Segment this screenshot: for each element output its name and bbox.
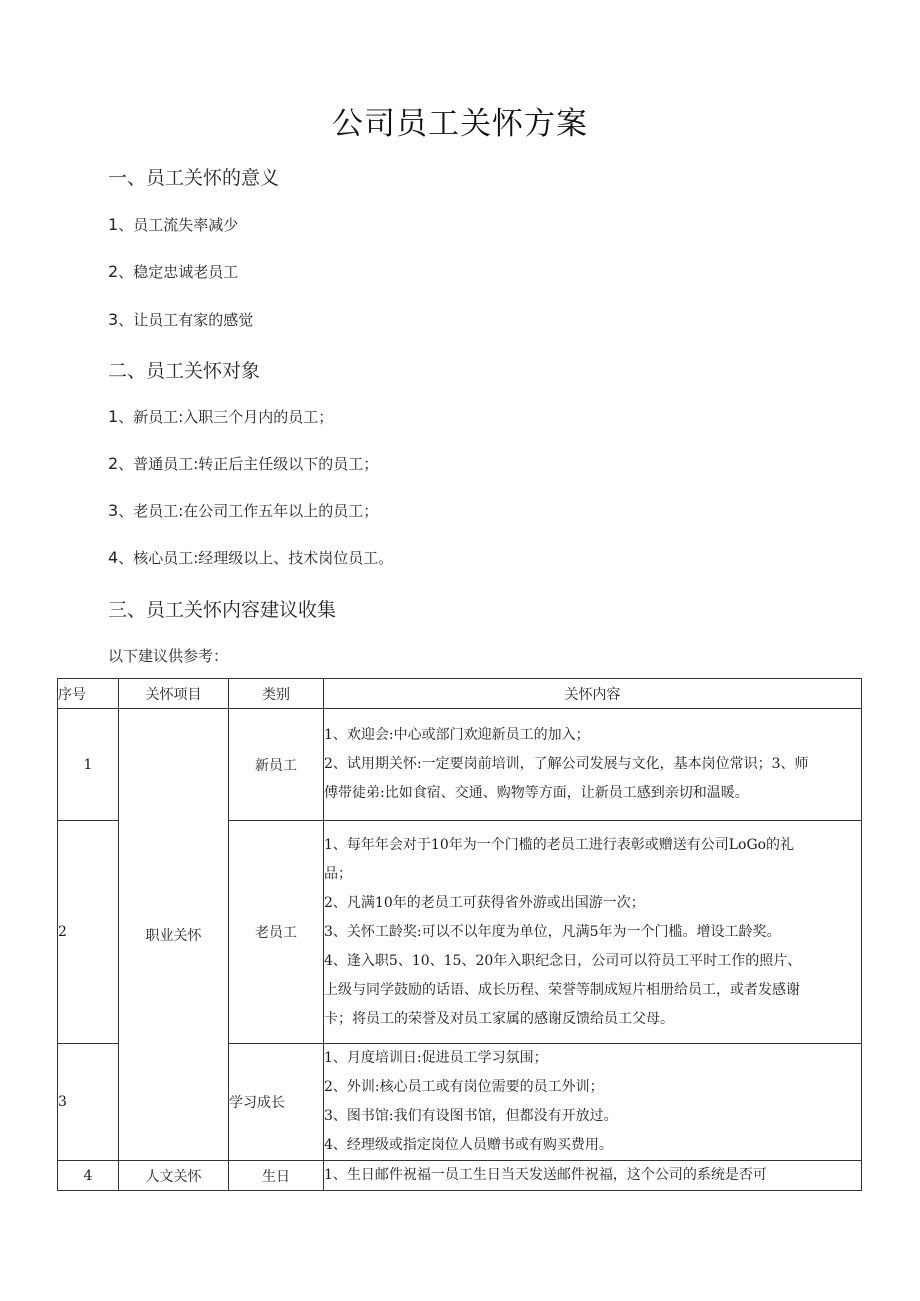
cell-content (324, 709, 862, 821)
list-item (108, 261, 238, 282)
cell-no: 4 (58, 1161, 119, 1191)
content-line: 傅带徒弟:比如食宿、交通、购物等方面，让新员工感到亲切和温暖。 (324, 785, 749, 801)
list-item-number: 2 (108, 454, 119, 473)
content-line: 2、试用期关怀:一定要岗前培训，了解公司发展与文化，基本岗位常识；3、师 (324, 756, 809, 772)
list-item-number: 3 (108, 501, 119, 520)
cell-project-merged: 职业关怀 (119, 709, 229, 1161)
content-line: 3、关怀工龄奖:可以不以年度为单位，凡满5年为一个门槛。增设工龄奖。 (324, 923, 781, 940)
list-item (108, 500, 378, 521)
list-item-text: 、员工流失率减少 (118, 216, 239, 234)
content-line: 4、逢入职5、10、15、20年入职纪念日，公司可以符员工平时工作的照片、 (324, 952, 802, 969)
list-item-text: 、让员工有家的感觉 (118, 311, 254, 329)
care-content-table (57, 678, 862, 1191)
cell-project: 人文关怀 (119, 1161, 229, 1191)
cell-no: 2 (58, 821, 119, 1044)
list-item (108, 453, 378, 474)
section-heading-targets: 二、员工关怀对象 (108, 360, 261, 382)
content-line: 1、欢迎会:中心或部门欢迎新员工的加入； (324, 727, 590, 743)
list-item-number: 2 (108, 262, 119, 281)
content-line: 1、生日邮件祝福一员工生日当天发送邮件祝福，这个公司的系统是否可 (324, 1167, 767, 1183)
cell-category: 生日 (229, 1161, 324, 1191)
cell-category: 学习成长 (229, 1044, 324, 1161)
content-line: 品； (324, 865, 352, 882)
content-line: 3、图书馆:我们有设图书馆，但都没有开放过。 (324, 1108, 618, 1124)
list-item-text: 、老员工:在公司工作五年以上的员工； (118, 502, 379, 520)
cell-category: 新员工 (229, 709, 324, 821)
cell-no: 1 (58, 709, 119, 821)
content-line: 4、经理级或指定岗位人员赠书或有购买费用。 (324, 1137, 613, 1153)
list-item-number: 4 (108, 548, 119, 567)
content-line: 2、凡满10年的老员工可获得省外游或出国游一次； (324, 894, 645, 911)
list-item (108, 309, 253, 330)
cell-content (324, 1161, 862, 1191)
cell-content (324, 821, 862, 1044)
table-header-row (58, 679, 862, 709)
page-title: 公司员工关怀方案 (332, 106, 588, 142)
list-item-text: 、稳定忠诚老员工 (118, 263, 239, 281)
list-item (108, 547, 393, 568)
content-line: 2、外训:核心员工或有岗位需要的员工外训； (324, 1079, 604, 1095)
header-content: 关怀内容 (324, 679, 862, 709)
table-row (58, 1161, 862, 1191)
content-line: 卡；将员工的荣誉及对员工家属的感谢反馈给员工父母。 (324, 1010, 674, 1027)
list-item-text: 、新员工:入职三个月内的员工； (118, 408, 334, 426)
content-line: 1、每年年会对于10年为一个门槛的老员工进行表彰或赠送有公司LoGo的礼 (324, 836, 795, 853)
header-project: 关怀项目 (119, 679, 229, 709)
content-line: 上级与同学鼓励的话语、成长历程、荣誉等制成短片相册给员工，或者发感谢 (324, 981, 800, 998)
list-item (108, 406, 333, 427)
header-no: 序号 (58, 679, 119, 709)
list-item (108, 214, 238, 235)
cell-content (324, 1044, 862, 1161)
cell-no: 3 (58, 1044, 119, 1161)
table-row (58, 709, 862, 821)
cell-category: 老员工 (229, 821, 324, 1044)
section-heading-significance: 一、员工关怀的意义 (108, 167, 280, 189)
header-category: 类别 (229, 679, 324, 709)
list-item-text: 、核心员工:经理级以上、技术岗位员工。 (118, 549, 394, 567)
list-item-number: 1 (108, 407, 119, 426)
content-line: 1、月度培训日:促进员工学习氛围； (324, 1050, 548, 1066)
section-heading-suggestions: 三、员工关怀内容建议收集 (108, 599, 337, 621)
section-intro: 以下建议供参考： (108, 647, 229, 665)
list-item-number: 1 (108, 215, 119, 234)
list-item-text: 、普通员工:转正后主任级以下的员工； (118, 455, 379, 473)
list-item-number: 3 (108, 310, 119, 329)
